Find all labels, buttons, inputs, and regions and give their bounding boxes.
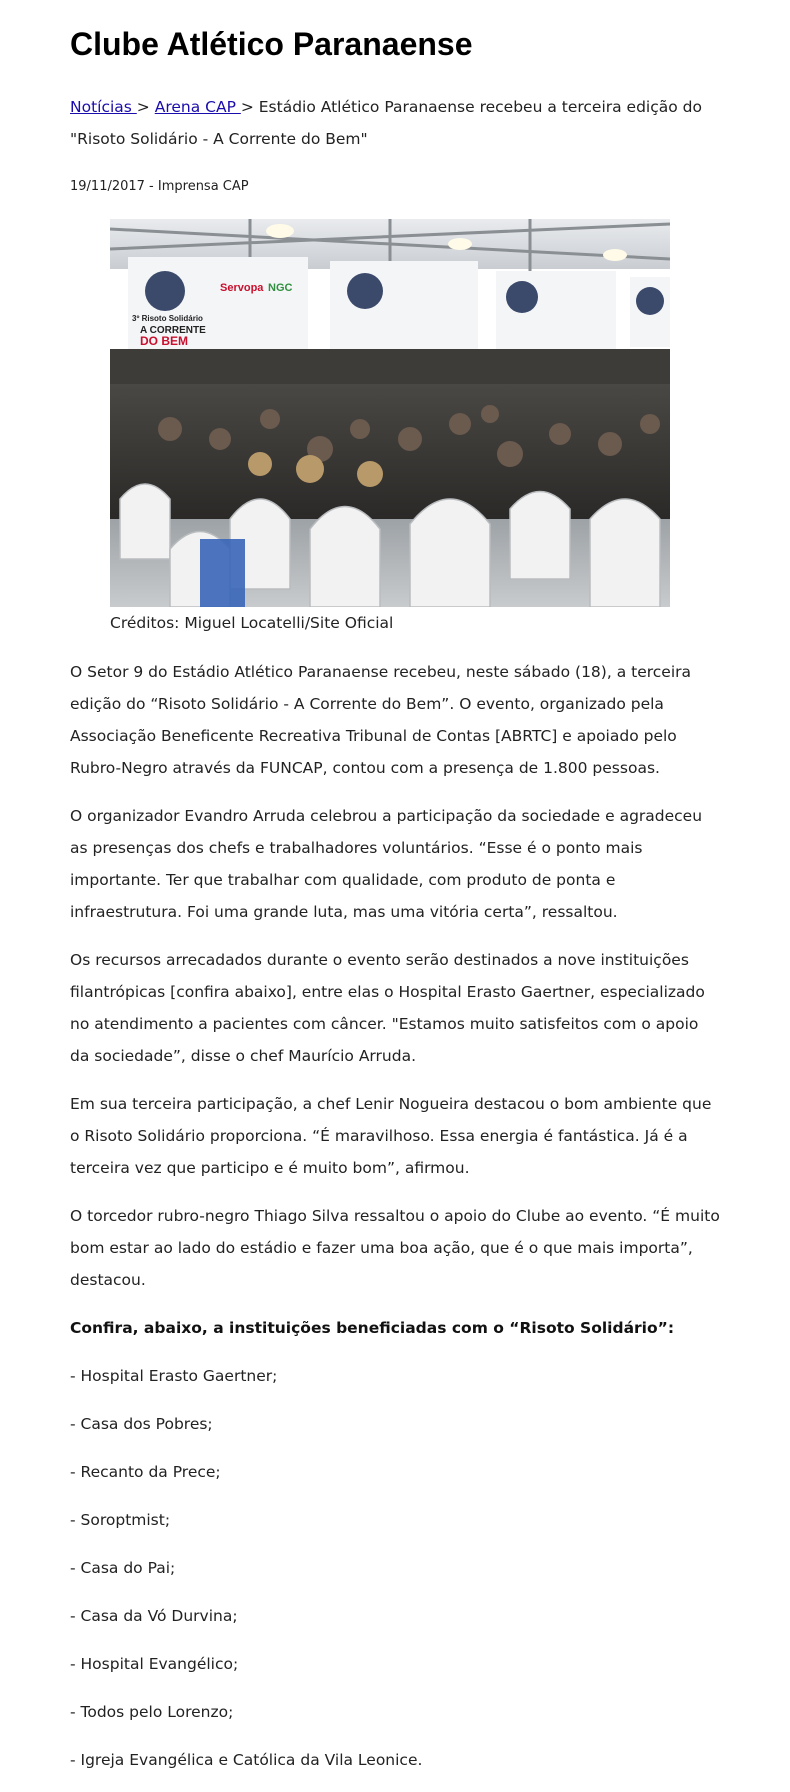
list-item: - Soroptmist;: [70, 1511, 171, 1529]
list-item: - Casa do Pai;: [70, 1559, 176, 1577]
article-body: [70, 656, 720, 1792]
list-item: - Hospital Erasto Gaertner;: [70, 1367, 278, 1385]
article-paragraph: O Setor 9 do Estádio Atlético Paranaense recebeu, neste sábado (18), a terceira edição do “Risoto Solidário - A Corrente do Bem”. O evento, organizado pela Associação Beneficente Recreativa Tribunal de Contas [ABRTC] e apoiado pelo Rubro-Negro através da FUNCAP, contou com a presença de 1.800 pessoas.: [70, 663, 691, 777]
breadcrumb-separator: >: [136, 98, 155, 116]
list-item: - Recanto da Prece;: [70, 1463, 221, 1481]
list-item: - Igreja Evangélica e Católica da Vila Leonice.: [70, 1751, 423, 1769]
list-heading: Confira, abaixo, a instituições beneficiadas com o “Risoto Solidário”:: [70, 1319, 675, 1337]
article-date-author: 19/11/2017 - Imprensa CAP: [70, 179, 249, 194]
list-item: - Todos pelo Lorenzo;: [70, 1703, 234, 1721]
site-title: Clube Atlético Paranaense: [70, 26, 473, 62]
article-paragraph: Em sua terceira participação, a chef Lenir Nogueira destacou o bom ambiente que o Risoto Solidário proporciona. “É maravilhoso. Essa energia é fantástica. Já é a terceira vez que participo e é muito bom”, afirmou.: [70, 1095, 712, 1177]
article-paragraph: O torcedor rubro-negro Thiago Silva ressaltou o apoio do Clube ao evento. “É muito bom estar ao lado do estádio e fazer uma boa ação, que é o que mais importa”, destacou.: [70, 1207, 720, 1289]
banner-sponsor-servopa: Servopa: [220, 282, 264, 294]
breadcrumb-current: Estádio Atlético Paranaense recebeu a terceira edição do "Risoto Solidário - A Corrente do Bem": [70, 98, 702, 148]
banner-do-bem: DO BEM: [140, 334, 188, 348]
article-paragraph: O organizador Evandro Arruda celebrou a participação da sociedade e agradeceu as presenças dos chefs e trabalhadores voluntários. “Esse é o ponto mais importante. Ter que trabalhar com qualidade, com produto de ponta e infraestrutura. Foi uma grande luta, mas uma vitória certa”, ressaltou.: [70, 807, 703, 921]
article-figure: [110, 219, 670, 635]
list-item: - Hospital Evangélico;: [70, 1655, 239, 1673]
breadcrumb: [70, 91, 710, 155]
article-paragraph: Os recursos arrecadados durante o evento serão destinados a nove instituições filantrópicas [confira abaixo], entre elas o Hospital Erasto Gaertner, especializado no atendimento a pacientes com câncer. "Estamos muito satisfeitos com o apoio da sociedade”, disse o chef Maurício Arruda.: [70, 951, 705, 1065]
photo-caption: Créditos: Miguel Locatelli/Site Oficial: [110, 614, 394, 632]
list-item: - Casa da Vó Durvina;: [70, 1607, 238, 1625]
banner-corrente: A CORRENTE: [140, 325, 206, 336]
breadcrumb-link-noticias[interactable]: Notícias: [70, 98, 137, 116]
breadcrumb-separator: >: [240, 98, 259, 116]
list-item: - Casa dos Pobres;: [70, 1415, 213, 1433]
banner-event-name: 3º Risoto Solidário: [132, 314, 203, 323]
banner-sponsor-ngc: NGC: [268, 282, 293, 294]
breadcrumb-link-arena-cap[interactable]: Arena CAP: [154, 98, 241, 116]
event-photo: [110, 219, 670, 607]
